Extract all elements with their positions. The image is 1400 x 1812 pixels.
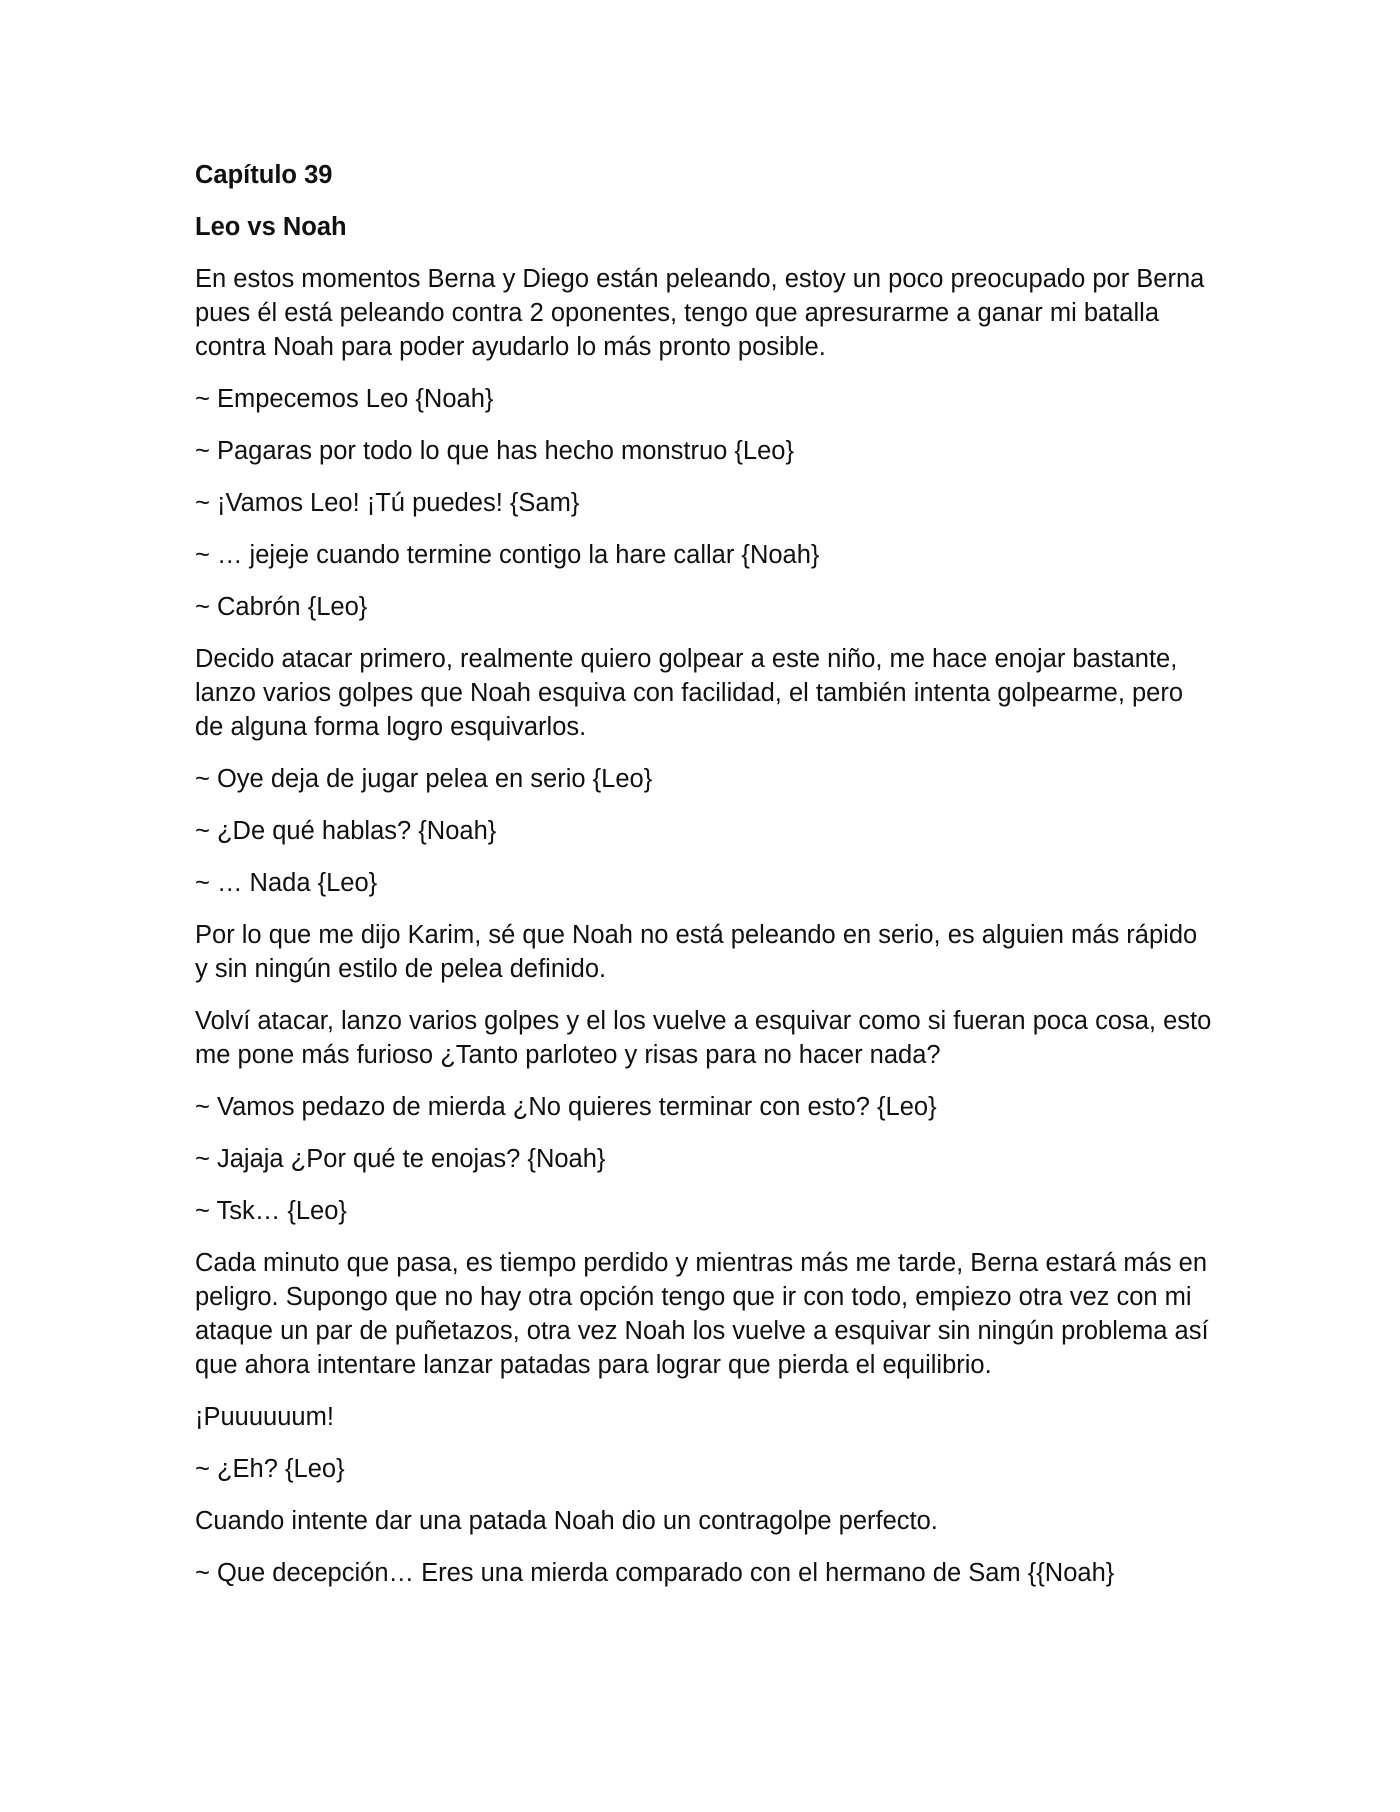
dialogue-line: ~ Cabrón {Leo}: [195, 593, 368, 621]
dialogue-line: ~ Empecemos Leo {Noah}: [195, 385, 494, 413]
dialogue-line: ~ … Nada {Leo}: [195, 869, 378, 897]
dialogue-line: ~ Pagaras por todo lo que has hecho monstruo {Leo}: [195, 437, 794, 465]
dialogue-line: ~ ¿Eh? {Leo}: [195, 1455, 345, 1483]
paragraph: Cuando intente dar una patada Noah dio un contragolpe perfecto.: [195, 1507, 938, 1535]
paragraph: En estos momentos Berna y Diego están peleando, estoy un poco preocupado por Berna pues él está peleando contra 2 oponentes, tengo que apresurarme a ganar mi batalla contra Noah para poder ayudarlo lo más pronto posible.: [195, 265, 1205, 361]
paragraph: Decido atacar primero, realmente quiero golpear a este niño, me hace enojar bastante, lanzo varios golpes que Noah esquiva con facilidad, el también intenta golpearme, pero de alguna forma logro esquivarlos.: [195, 645, 1184, 741]
sound-effect: ¡Puuuuuum!: [195, 1403, 334, 1431]
dialogue-line: ~ ¿De qué hablas? {Noah}: [195, 817, 497, 845]
dialogue-line: ~ Jajaja ¿Por qué te enojas? {Noah}: [195, 1145, 606, 1173]
dialogue-line: ~ … jejeje cuando termine contigo la hare callar {Noah}: [195, 541, 820, 569]
dialogue-line: ~ ¡Vamos Leo! ¡Tú puedes! {Sam}: [195, 489, 580, 517]
dialogue-line: ~ Tsk… {Leo}: [195, 1197, 347, 1225]
paragraph: Volví atacar, lanzo varios golpes y el los vuelve a esquivar como si fueran poca cosa, esto me pone más furioso ¿Tanto parloteo y risas para no hacer nada?: [195, 1007, 1212, 1069]
dialogue-line: ~ Vamos pedazo de mierda ¿No quieres terminar con esto? {Leo}: [195, 1093, 937, 1121]
paragraph: Por lo que me dijo Karim, sé que Noah no está peleando en serio, es alguien más rápido y sin ningún estilo de pelea definido.: [195, 921, 1198, 983]
dialogue-line: ~ Que decepción… Eres una mierda comparado con el hermano de Sam {{Noah}: [195, 1559, 1115, 1587]
chapter-title: Leo vs Noah: [195, 213, 347, 241]
paragraph: Cada minuto que pasa, es tiempo perdido y mientras más me tarde, Berna estará más en peligro. Supongo que no hay otra opción tengo que ir con todo, empiezo otra vez con mi ataque un par de puñetazos, otra vez Noah los vuelve a esquivar sin ningún problema así que ahora intentare lanzar patadas para lograr que pierda el equilibrio.: [195, 1249, 1209, 1379]
chapter-number: Capítulo 39: [195, 161, 333, 189]
document-page: [195, 158, 1215, 1608]
dialogue-line: ~ Oye deja de jugar pelea en serio {Leo}: [195, 765, 653, 793]
